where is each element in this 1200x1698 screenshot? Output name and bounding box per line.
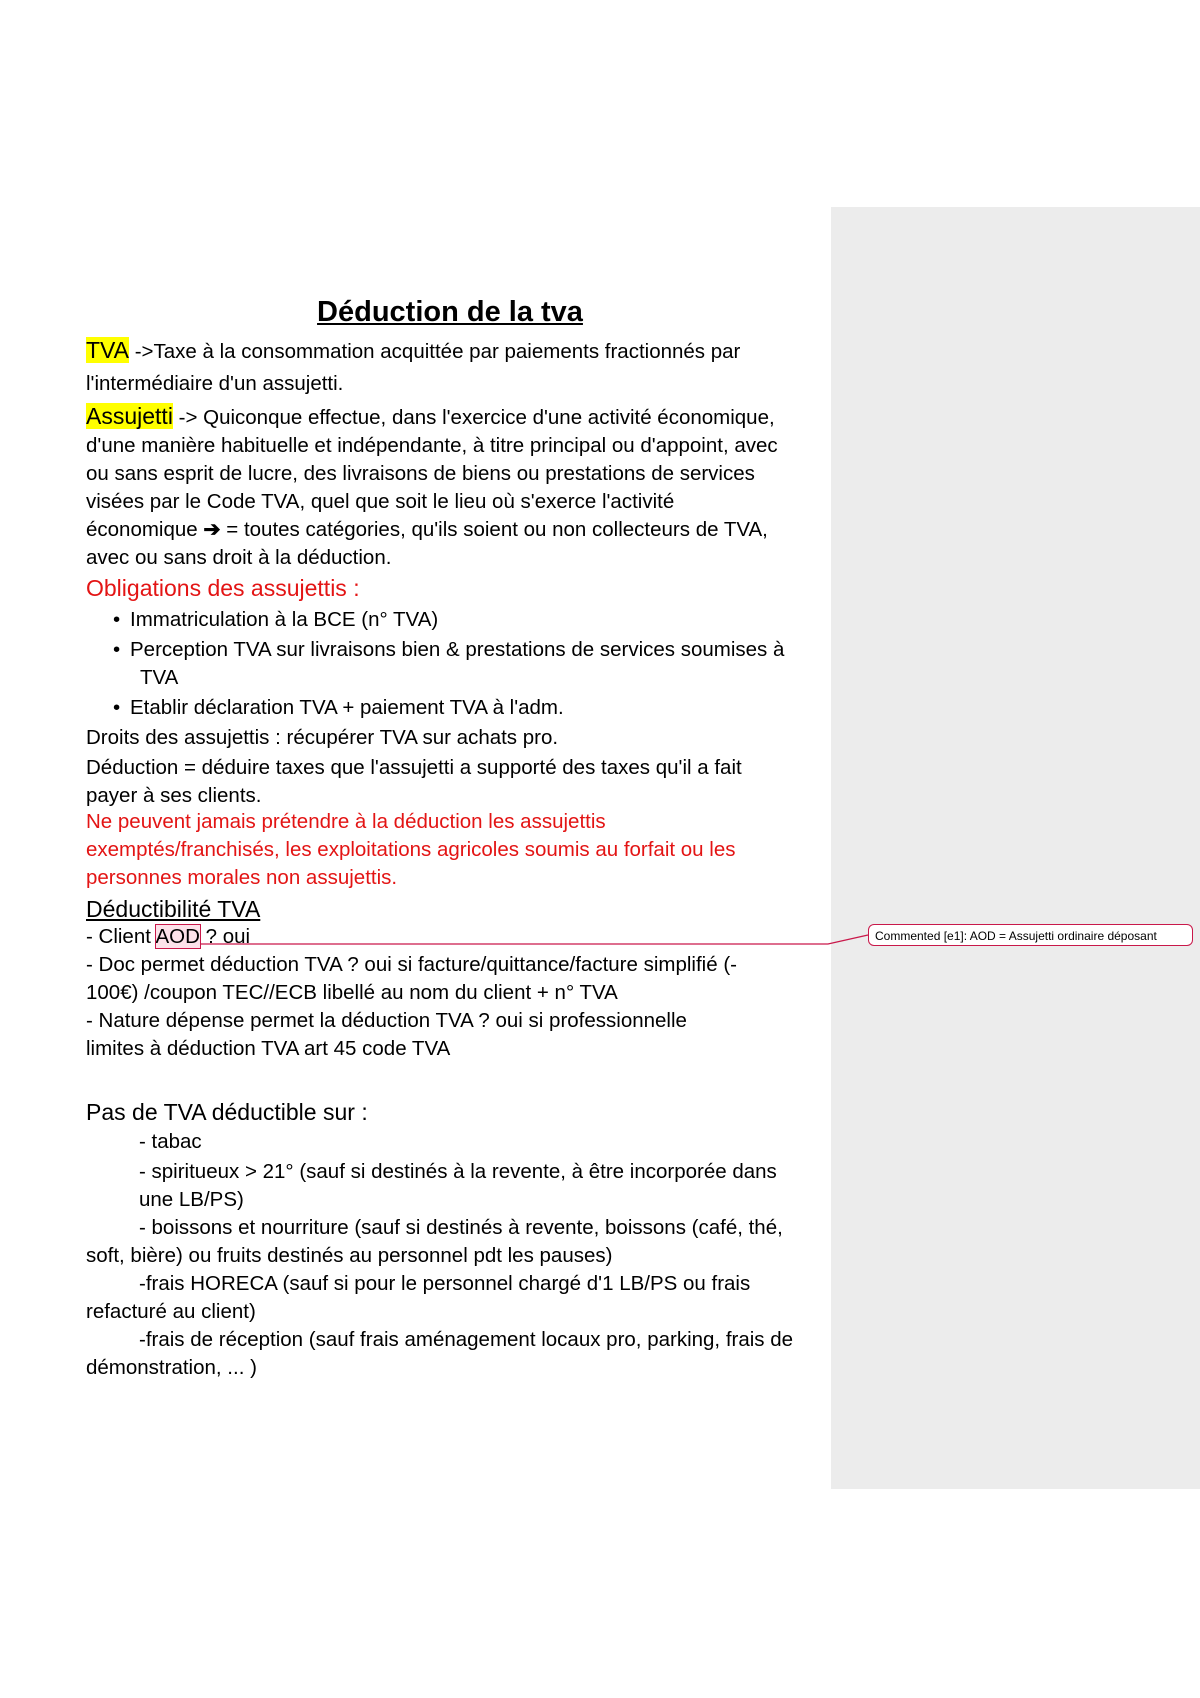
tva-line1: ->Taxe à la consommation acquittée par paiements fractionnés par bbox=[129, 340, 741, 363]
assujetti-line2: d'une manière habituelle et indépendante, à titre principal ou d'appoint, avec bbox=[86, 434, 778, 457]
exclusion-line3: personnes morales non assujettis. bbox=[86, 866, 398, 889]
boissons-line1: - boissons et nourriture (sauf si destinés à revente, boissons (café, thé, bbox=[139, 1216, 783, 1239]
arrow-icon: ➔ bbox=[203, 518, 221, 541]
exclusion-line1: Ne peuvent jamais prétendre à la déduction les assujettis bbox=[86, 810, 606, 833]
pas-de-tva-section bbox=[86, 1098, 826, 1382]
assujetti-line5a: économique bbox=[86, 518, 204, 541]
pas-de-tva-heading: Pas de TVA déductible sur : bbox=[86, 1099, 368, 1125]
page-title: Déduction de la tva bbox=[317, 296, 583, 328]
assujetti-line3: ou sans esprit de lucre, des livraisons de biens ou prestations de services bbox=[86, 462, 755, 485]
obligations-heading: Obligations des assujettis : bbox=[86, 575, 360, 601]
droits-line: Droits des assujettis : récupérer TVA sur achats pro. bbox=[86, 726, 559, 749]
comment-balloon[interactable] bbox=[868, 924, 1193, 946]
droits-deduction bbox=[86, 724, 826, 810]
list-item: • Etablir déclaration TVA + paiement TVA à l'adm. bbox=[86, 694, 826, 722]
assujetti-line6: avec ou sans droit à la déduction. bbox=[86, 546, 392, 569]
assujetti-line5b: = toutes catégories, qu'ils soient ou non collecteurs de TVA, bbox=[220, 518, 768, 541]
client-post: ? oui bbox=[199, 925, 251, 948]
horeca-line2: refacturé au client) bbox=[86, 1300, 256, 1323]
reception-line1: -frais de réception (sauf frais aménagement locaux pro, parking, frais de bbox=[139, 1328, 794, 1351]
nature-line: - Nature dépense permet la déduction TVA ? oui si professionnelle bbox=[86, 1009, 687, 1032]
list-item: • Perception TVA sur livraisons bien & prestations de services soumises à bbox=[86, 636, 826, 664]
bullet-icon: • bbox=[113, 638, 121, 661]
doc-line2: 100€) /coupon TEC//ECB libellé au nom du client + n° TVA bbox=[86, 981, 618, 1004]
tva-definition bbox=[86, 336, 826, 398]
client-pre: - Client bbox=[86, 925, 156, 948]
spiritueux-line2: une LB/PS) bbox=[139, 1188, 244, 1211]
assujetti-definition bbox=[86, 402, 826, 572]
horeca-line1: -frais HORECA (sauf si pour le personnel chargé d'1 LB/PS ou frais bbox=[139, 1272, 751, 1295]
deductibilite-section bbox=[86, 895, 826, 1063]
assujetti-term: Assujetti bbox=[86, 403, 173, 429]
assujetti-line4: visées par le Code TVA, quel que soit le lieu où s'exerce l'activité bbox=[86, 490, 675, 513]
list-item: • Immatriculation à la BCE (n° TVA) bbox=[86, 606, 826, 634]
obligations-section bbox=[86, 574, 826, 722]
comment-label: Commented [e1]: bbox=[875, 929, 968, 943]
limites-line: limites à déduction TVA art 45 code TVA bbox=[86, 1037, 451, 1060]
deduction-line1: Déduction = déduire taxes que l'assujetti a supporté des taxes qu'il a fait bbox=[86, 756, 742, 779]
assujetti-line1: -> Quiconque effectue, dans l'exercice d'une activité économique, bbox=[172, 406, 775, 429]
exclusion-paragraph bbox=[86, 808, 826, 892]
boissons-line2: soft, bière) ou fruits destinés au personnel pdt les pauses) bbox=[86, 1244, 613, 1267]
bullet-icon: • bbox=[113, 696, 121, 719]
tabac-line: - tabac bbox=[139, 1130, 202, 1153]
list-item-continuation: TVA bbox=[140, 666, 179, 689]
deduction-line2: payer à ses clients. bbox=[86, 784, 262, 807]
aod-comment-anchor[interactable]: AOD bbox=[155, 925, 200, 948]
tva-term: TVA bbox=[86, 337, 130, 363]
deductibilite-heading: Déductibilité TVA bbox=[86, 896, 261, 922]
tva-line2: l'intermédiaire d'un assujetti. bbox=[86, 372, 344, 395]
doc-line1: - Doc permet déduction TVA ? oui si facture/quittance/facture simplifié (- bbox=[86, 953, 737, 976]
bullet-icon: • bbox=[113, 608, 121, 631]
comment-text: AOD = Assujetti ordinaire déposant bbox=[967, 929, 1157, 943]
spiritueux-line1: - spiritueux > 21° (sauf si destinés à la revente, à être incorporée dans bbox=[139, 1160, 777, 1183]
exclusion-line2: exemptés/franchisés, les exploitations agricoles soumis au forfait ou les bbox=[86, 838, 736, 861]
reception-line2: démonstration, ... ) bbox=[86, 1356, 257, 1379]
